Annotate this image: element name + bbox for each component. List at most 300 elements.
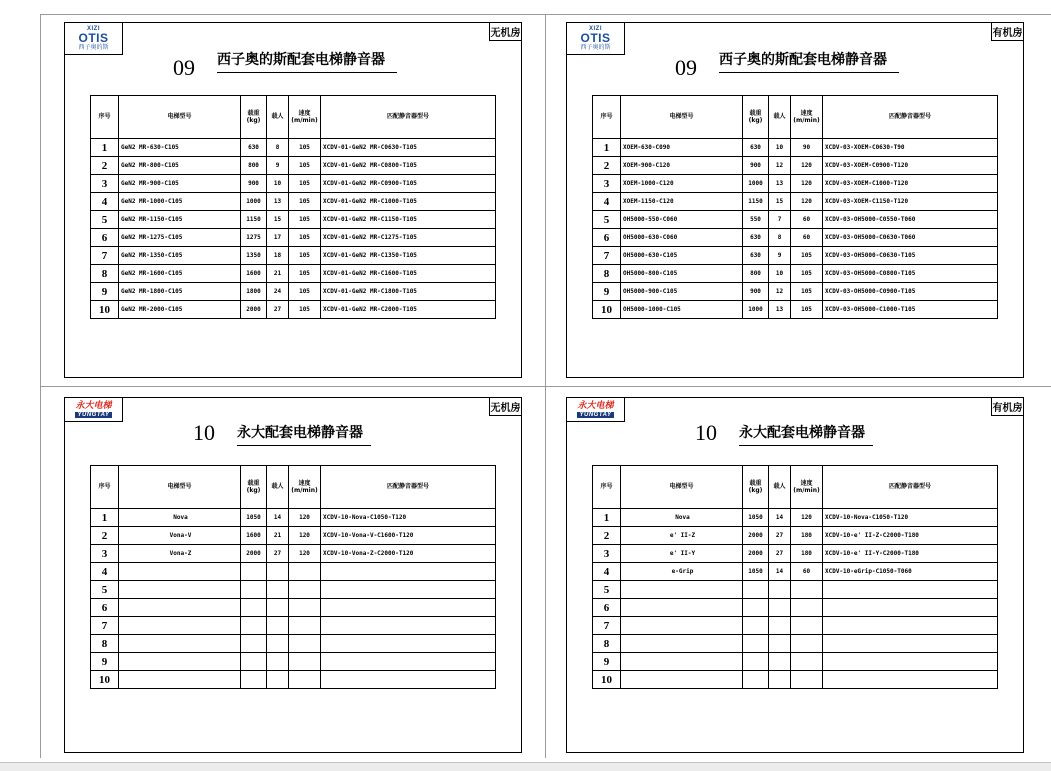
row-number: 2 xyxy=(91,527,119,545)
elevator-model xyxy=(119,581,241,599)
elevator-model xyxy=(119,635,241,653)
speed: 105 xyxy=(289,265,321,283)
load-kg: 2000 xyxy=(743,545,769,563)
row-number: 9 xyxy=(91,283,119,301)
load-kg: 630 xyxy=(241,139,267,157)
speed xyxy=(791,599,823,617)
silencer-code: XCDV-10-Nova-C1050-T120 xyxy=(321,509,496,527)
elevator-model: XOEM-1150-C120 xyxy=(621,193,743,211)
silencer-code: XCDV-01-GeN2 MR-C1000-T105 xyxy=(321,193,496,211)
xizi-otis-logo xyxy=(65,23,123,55)
col-header-model: 电梯型号 xyxy=(621,96,743,139)
silencer-code: XCDV-01-GeN2 MR-C2000-T105 xyxy=(321,301,496,319)
speed: 105 xyxy=(289,283,321,301)
table-row xyxy=(593,283,998,301)
speed xyxy=(289,599,321,617)
sheet-number: 09 xyxy=(675,55,697,80)
col-header-speed: 速度 (m/min) xyxy=(791,96,823,139)
silencer-code: XCDV-01-GeN2 MR-C0900-T105 xyxy=(321,175,496,193)
row-number: 4 xyxy=(91,563,119,581)
load-kg: 1050 xyxy=(743,509,769,527)
passengers xyxy=(267,635,289,653)
logo-text-otis: OTIS xyxy=(78,31,109,45)
load-kg: 1600 xyxy=(241,527,267,545)
passengers: 7 xyxy=(769,211,791,229)
elevator-model: OH5000-630-C105 xyxy=(621,247,743,265)
machine-room-tag: 有机房 xyxy=(991,23,1023,41)
col-header-model: 电梯型号 xyxy=(119,96,241,139)
passengers xyxy=(267,563,289,581)
silencer-code: XCDV-01-GeN2 MR-C0630-T105 xyxy=(321,139,496,157)
row-number: 9 xyxy=(593,653,621,671)
load-kg: 1050 xyxy=(241,509,267,527)
silencer-code: XCDV-01-GeN2 MR-C1275-T105 xyxy=(321,229,496,247)
passengers: 14 xyxy=(769,563,791,581)
table-row xyxy=(91,527,496,545)
passengers: 24 xyxy=(267,283,289,301)
speed: 105 xyxy=(289,157,321,175)
silencer-code xyxy=(321,563,496,581)
load-kg: 630 xyxy=(743,247,769,265)
row-number: 5 xyxy=(593,581,621,599)
elevator-model xyxy=(119,563,241,581)
row-number: 4 xyxy=(91,193,119,211)
row-number: 8 xyxy=(593,265,621,283)
elevator-model xyxy=(621,671,743,689)
passengers: 15 xyxy=(769,193,791,211)
table-row xyxy=(593,193,998,211)
table-row xyxy=(593,229,998,247)
passengers xyxy=(769,635,791,653)
row-number: 10 xyxy=(91,671,119,689)
logo-text-cn: 永大电梯 xyxy=(577,400,614,411)
passengers: 15 xyxy=(267,211,289,229)
speed xyxy=(791,671,823,689)
speed: 105 xyxy=(791,301,823,319)
elevator-model: OH5000-1000-C105 xyxy=(621,301,743,319)
speed: 120 xyxy=(289,527,321,545)
load-kg: 2000 xyxy=(241,301,267,319)
elevator-model: XOEM-900-C120 xyxy=(621,157,743,175)
header-row xyxy=(91,96,496,139)
speed: 105 xyxy=(289,139,321,157)
logo-text-en: YUNGTAY xyxy=(577,412,615,418)
col-header-passengers: 载人 xyxy=(267,96,289,139)
elevator-model: Vona-Z xyxy=(119,545,241,563)
elevator-model xyxy=(119,617,241,635)
passengers: 13 xyxy=(769,175,791,193)
load-kg: 1000 xyxy=(241,193,267,211)
silencer-code: XCDV-10-e' II-Z-C2000-T180 xyxy=(823,527,998,545)
elevator-model: GeN2 MR-900-C105 xyxy=(119,175,241,193)
elevator-model xyxy=(621,581,743,599)
passengers xyxy=(769,671,791,689)
logo-text-xizi: XIZI xyxy=(86,26,100,32)
silencer-code: XCDV-03-OH5000-C0630-T105 xyxy=(823,247,998,265)
col-header-passengers: 载人 xyxy=(769,466,791,509)
silencer-code xyxy=(321,653,496,671)
col-header-passengers: 载人 xyxy=(769,96,791,139)
elevator-model xyxy=(119,599,241,617)
row-number: 3 xyxy=(91,545,119,563)
col-header-model: 电梯型号 xyxy=(119,466,241,509)
table-row xyxy=(593,175,998,193)
col-header-load: 载重 (kg) xyxy=(241,466,267,509)
speed: 120 xyxy=(289,545,321,563)
silencer-code xyxy=(823,617,998,635)
table-row xyxy=(91,193,496,211)
silencer-code: XCDV-03-OH5000-C0630-T060 xyxy=(823,229,998,247)
elevator-model xyxy=(621,599,743,617)
row-number: 7 xyxy=(91,247,119,265)
sheet-number: 10 xyxy=(695,420,717,445)
elevator-model xyxy=(119,653,241,671)
col-header-speed: 速度 (m/min) xyxy=(289,96,321,139)
logo-text-cn: 西子奥的斯 xyxy=(78,44,109,51)
elevator-model: GeN2 MR-1150-C105 xyxy=(119,211,241,229)
silencer-code: XCDV-03-XOEM-C0630-T90 xyxy=(823,139,998,157)
machine-room-tag: 无机房 xyxy=(489,23,521,41)
silencer-code xyxy=(823,671,998,689)
table-row xyxy=(91,509,496,527)
table-row xyxy=(91,581,496,599)
sheet-otis-mr xyxy=(566,22,1024,378)
load-kg: 900 xyxy=(743,283,769,301)
speed: 120 xyxy=(791,193,823,211)
speed: 60 xyxy=(791,229,823,247)
col-header-no: 序号 xyxy=(91,466,119,509)
row-number: 10 xyxy=(593,301,621,319)
row-number: 3 xyxy=(593,545,621,563)
table-row xyxy=(593,527,998,545)
table-row xyxy=(593,247,998,265)
table-row xyxy=(593,265,998,283)
load-kg xyxy=(743,617,769,635)
passengers: 14 xyxy=(267,509,289,527)
speed xyxy=(289,581,321,599)
silencer-code: XCDV-01-GeN2 MR-C1150-T105 xyxy=(321,211,496,229)
passengers: 27 xyxy=(267,301,289,319)
speed xyxy=(289,635,321,653)
sheet-number: 10 xyxy=(193,420,215,445)
elevator-model: e' II-Z xyxy=(621,527,743,545)
table-row xyxy=(593,211,998,229)
silencer-code: XCDV-01-GeN2 MR-C1350-T105 xyxy=(321,247,496,265)
col-header-model: 电梯型号 xyxy=(621,466,743,509)
silencer-code xyxy=(321,635,496,653)
spec-table xyxy=(592,95,998,319)
header-row xyxy=(91,466,496,509)
load-kg: 2000 xyxy=(241,545,267,563)
silencer-code xyxy=(321,617,496,635)
col-header-load: 载重 (kg) xyxy=(743,96,769,139)
speed: 105 xyxy=(289,175,321,193)
silencer-code: XCDV-10-eGrip-C1050-T060 xyxy=(823,563,998,581)
passengers: 27 xyxy=(769,527,791,545)
table-row xyxy=(91,175,496,193)
sheet-title: 西子奥的斯配套电梯静音器 xyxy=(719,49,899,73)
silencer-code xyxy=(823,581,998,599)
row-number: 6 xyxy=(593,599,621,617)
col-header-code: 匹配静音器型号 xyxy=(823,466,998,509)
elevator-model: OH5000-550-C060 xyxy=(621,211,743,229)
col-header-no: 序号 xyxy=(91,96,119,139)
table-row xyxy=(593,545,998,563)
passengers xyxy=(267,581,289,599)
silencer-code: XCDV-10-Nova-C1050-T120 xyxy=(823,509,998,527)
col-header-speed: 速度 (m/min) xyxy=(791,466,823,509)
row-number: 5 xyxy=(593,211,621,229)
table-row xyxy=(593,635,998,653)
load-kg: 800 xyxy=(743,265,769,283)
silencer-code xyxy=(321,599,496,617)
speed: 105 xyxy=(791,265,823,283)
speed xyxy=(791,653,823,671)
table-row xyxy=(593,157,998,175)
row-number: 1 xyxy=(91,139,119,157)
passengers: 27 xyxy=(267,545,289,563)
table-row xyxy=(593,617,998,635)
passengers xyxy=(769,581,791,599)
elevator-model: OH5000-630-C060 xyxy=(621,229,743,247)
speed: 105 xyxy=(289,247,321,265)
row-number: 7 xyxy=(91,617,119,635)
passengers xyxy=(769,617,791,635)
silencer-code: XCDV-10-Vona-Z-C2000-T120 xyxy=(321,545,496,563)
load-kg xyxy=(743,653,769,671)
table-row xyxy=(91,671,496,689)
silencer-code: XCDV-10-Vona-V-C1600-T120 xyxy=(321,527,496,545)
col-header-load: 载重 (kg) xyxy=(241,96,267,139)
row-number: 1 xyxy=(593,509,621,527)
table-row xyxy=(91,265,496,283)
silencer-code: XCDV-10-e' II-Y-C2000-T180 xyxy=(823,545,998,563)
silencer-code: XCDV-01-GeN2 MR-C1800-T105 xyxy=(321,283,496,301)
speed: 90 xyxy=(791,139,823,157)
machine-room-tag: 无机房 xyxy=(489,398,521,416)
speed: 105 xyxy=(289,193,321,211)
table-row xyxy=(91,283,496,301)
table-row xyxy=(91,157,496,175)
load-kg: 1600 xyxy=(241,265,267,283)
row-number: 8 xyxy=(593,635,621,653)
elevator-model: Nova xyxy=(621,509,743,527)
row-number: 10 xyxy=(593,671,621,689)
table-row xyxy=(593,563,998,581)
silencer-code: XCDV-03-OH5000-C1000-T105 xyxy=(823,301,998,319)
speed: 60 xyxy=(791,211,823,229)
row-number: 1 xyxy=(593,139,621,157)
row-number: 3 xyxy=(593,175,621,193)
passengers xyxy=(267,653,289,671)
load-kg xyxy=(743,599,769,617)
speed xyxy=(791,617,823,635)
col-header-load: 载重 (kg) xyxy=(743,466,769,509)
elevator-model: GeN2 MR-1275-C105 xyxy=(119,229,241,247)
silencer-code xyxy=(823,599,998,617)
elevator-model xyxy=(119,671,241,689)
silencer-code: XCDV-03-XOEM-C0900-T120 xyxy=(823,157,998,175)
load-kg: 900 xyxy=(743,157,769,175)
passengers: 9 xyxy=(267,157,289,175)
silencer-code xyxy=(823,653,998,671)
passengers: 17 xyxy=(267,229,289,247)
passengers xyxy=(267,599,289,617)
sheet-title: 永大配套电梯静音器 xyxy=(237,422,371,446)
load-kg: 1150 xyxy=(241,211,267,229)
load-kg xyxy=(241,635,267,653)
table-row xyxy=(91,635,496,653)
row-number: 7 xyxy=(593,247,621,265)
elevator-model: GeN2 MR-1600-C105 xyxy=(119,265,241,283)
yungtay-logo xyxy=(567,398,625,422)
table-row xyxy=(593,139,998,157)
speed: 105 xyxy=(791,247,823,265)
speed: 180 xyxy=(791,527,823,545)
col-header-no: 序号 xyxy=(593,466,621,509)
horizontal-divider xyxy=(40,386,1051,387)
elevator-model: e' II-Y xyxy=(621,545,743,563)
table-row xyxy=(593,581,998,599)
row-number: 7 xyxy=(593,617,621,635)
table-row xyxy=(91,599,496,617)
sheet-otis-mrl xyxy=(64,22,522,378)
load-kg: 630 xyxy=(743,229,769,247)
speed: 120 xyxy=(289,509,321,527)
table-row xyxy=(91,229,496,247)
passengers: 10 xyxy=(769,265,791,283)
passengers: 21 xyxy=(267,265,289,283)
load-kg: 550 xyxy=(743,211,769,229)
elevator-model: XOEM-1000-C120 xyxy=(621,175,743,193)
load-kg xyxy=(241,671,267,689)
table-row xyxy=(593,599,998,617)
passengers xyxy=(267,671,289,689)
col-header-speed: 速度 (m/min) xyxy=(289,466,321,509)
table-row xyxy=(593,653,998,671)
table-row xyxy=(593,509,998,527)
silencer-code xyxy=(321,581,496,599)
row-number: 2 xyxy=(593,527,621,545)
silencer-code: XCDV-03-OH5000-C0550-T060 xyxy=(823,211,998,229)
speed: 60 xyxy=(791,563,823,581)
spec-table xyxy=(592,465,998,689)
logo-text-cn: 永大电梯 xyxy=(75,400,112,411)
load-kg: 900 xyxy=(241,175,267,193)
speed xyxy=(791,635,823,653)
load-kg: 2000 xyxy=(743,527,769,545)
table-row xyxy=(593,301,998,319)
load-kg xyxy=(241,617,267,635)
elevator-model: e-Grip xyxy=(621,563,743,581)
col-header-passengers: 载人 xyxy=(267,466,289,509)
table-row xyxy=(91,301,496,319)
row-number: 5 xyxy=(91,581,119,599)
bottom-scroll-strip xyxy=(0,762,1051,771)
silencer-code: XCDV-03-OH5000-C0800-T105 xyxy=(823,265,998,283)
load-kg: 1800 xyxy=(241,283,267,301)
silencer-code: XCDV-03-OH5000-C0900-T105 xyxy=(823,283,998,301)
logo-text-xizi: XIZI xyxy=(588,26,602,32)
elevator-model: GeN2 MR-800-C105 xyxy=(119,157,241,175)
load-kg: 1150 xyxy=(743,193,769,211)
sheet-title: 西子奥的斯配套电梯静音器 xyxy=(217,49,397,73)
row-number: 6 xyxy=(91,229,119,247)
table-row xyxy=(91,139,496,157)
silencer-code: XCDV-01-GeN2 MR-C1600-T105 xyxy=(321,265,496,283)
logo-text-otis: OTIS xyxy=(580,31,611,45)
speed: 105 xyxy=(791,283,823,301)
col-header-code: 匹配静音器型号 xyxy=(321,96,496,139)
passengers: 12 xyxy=(769,283,791,301)
passengers: 10 xyxy=(769,139,791,157)
speed: 180 xyxy=(791,545,823,563)
passengers: 18 xyxy=(267,247,289,265)
row-number: 10 xyxy=(91,301,119,319)
load-kg xyxy=(743,671,769,689)
passengers xyxy=(267,617,289,635)
col-header-no: 序号 xyxy=(593,96,621,139)
table-row xyxy=(91,211,496,229)
elevator-model xyxy=(621,635,743,653)
row-number: 6 xyxy=(593,229,621,247)
load-kg xyxy=(241,581,267,599)
elevator-model: GeN2 MR-630-C105 xyxy=(119,139,241,157)
passengers: 27 xyxy=(769,545,791,563)
yungtay-logo xyxy=(65,398,123,422)
header-row xyxy=(593,96,998,139)
speed: 120 xyxy=(791,157,823,175)
passengers: 8 xyxy=(267,139,289,157)
silencer-code: XCDV-01-GeN2 MR-C0800-T105 xyxy=(321,157,496,175)
sheet-yungtay-mr xyxy=(566,397,1024,753)
load-kg: 1000 xyxy=(743,175,769,193)
row-number: 1 xyxy=(91,509,119,527)
table-row xyxy=(91,247,496,265)
table-row xyxy=(593,671,998,689)
row-number: 4 xyxy=(593,563,621,581)
row-number: 3 xyxy=(91,175,119,193)
logo-text-cn: 西子奥的斯 xyxy=(580,44,611,51)
silencer-code xyxy=(321,671,496,689)
header-row xyxy=(593,466,998,509)
elevator-model: OH5000-900-C105 xyxy=(621,283,743,301)
row-number: 2 xyxy=(91,157,119,175)
load-kg: 800 xyxy=(241,157,267,175)
passengers: 13 xyxy=(267,193,289,211)
speed xyxy=(791,581,823,599)
col-header-code: 匹配静音器型号 xyxy=(823,96,998,139)
elevator-model: Nova xyxy=(119,509,241,527)
elevator-model: GeN2 MR-2000-C105 xyxy=(119,301,241,319)
row-number: 8 xyxy=(91,635,119,653)
load-kg xyxy=(743,581,769,599)
row-number: 6 xyxy=(91,599,119,617)
load-kg xyxy=(743,635,769,653)
col-header-code: 匹配静音器型号 xyxy=(321,466,496,509)
load-kg xyxy=(241,563,267,581)
row-number: 4 xyxy=(593,193,621,211)
table-row xyxy=(91,617,496,635)
speed: 105 xyxy=(289,229,321,247)
row-number: 5 xyxy=(91,211,119,229)
speed xyxy=(289,563,321,581)
passengers: 12 xyxy=(769,157,791,175)
load-kg: 1275 xyxy=(241,229,267,247)
elevator-model xyxy=(621,653,743,671)
load-kg: 1350 xyxy=(241,247,267,265)
passengers xyxy=(769,599,791,617)
